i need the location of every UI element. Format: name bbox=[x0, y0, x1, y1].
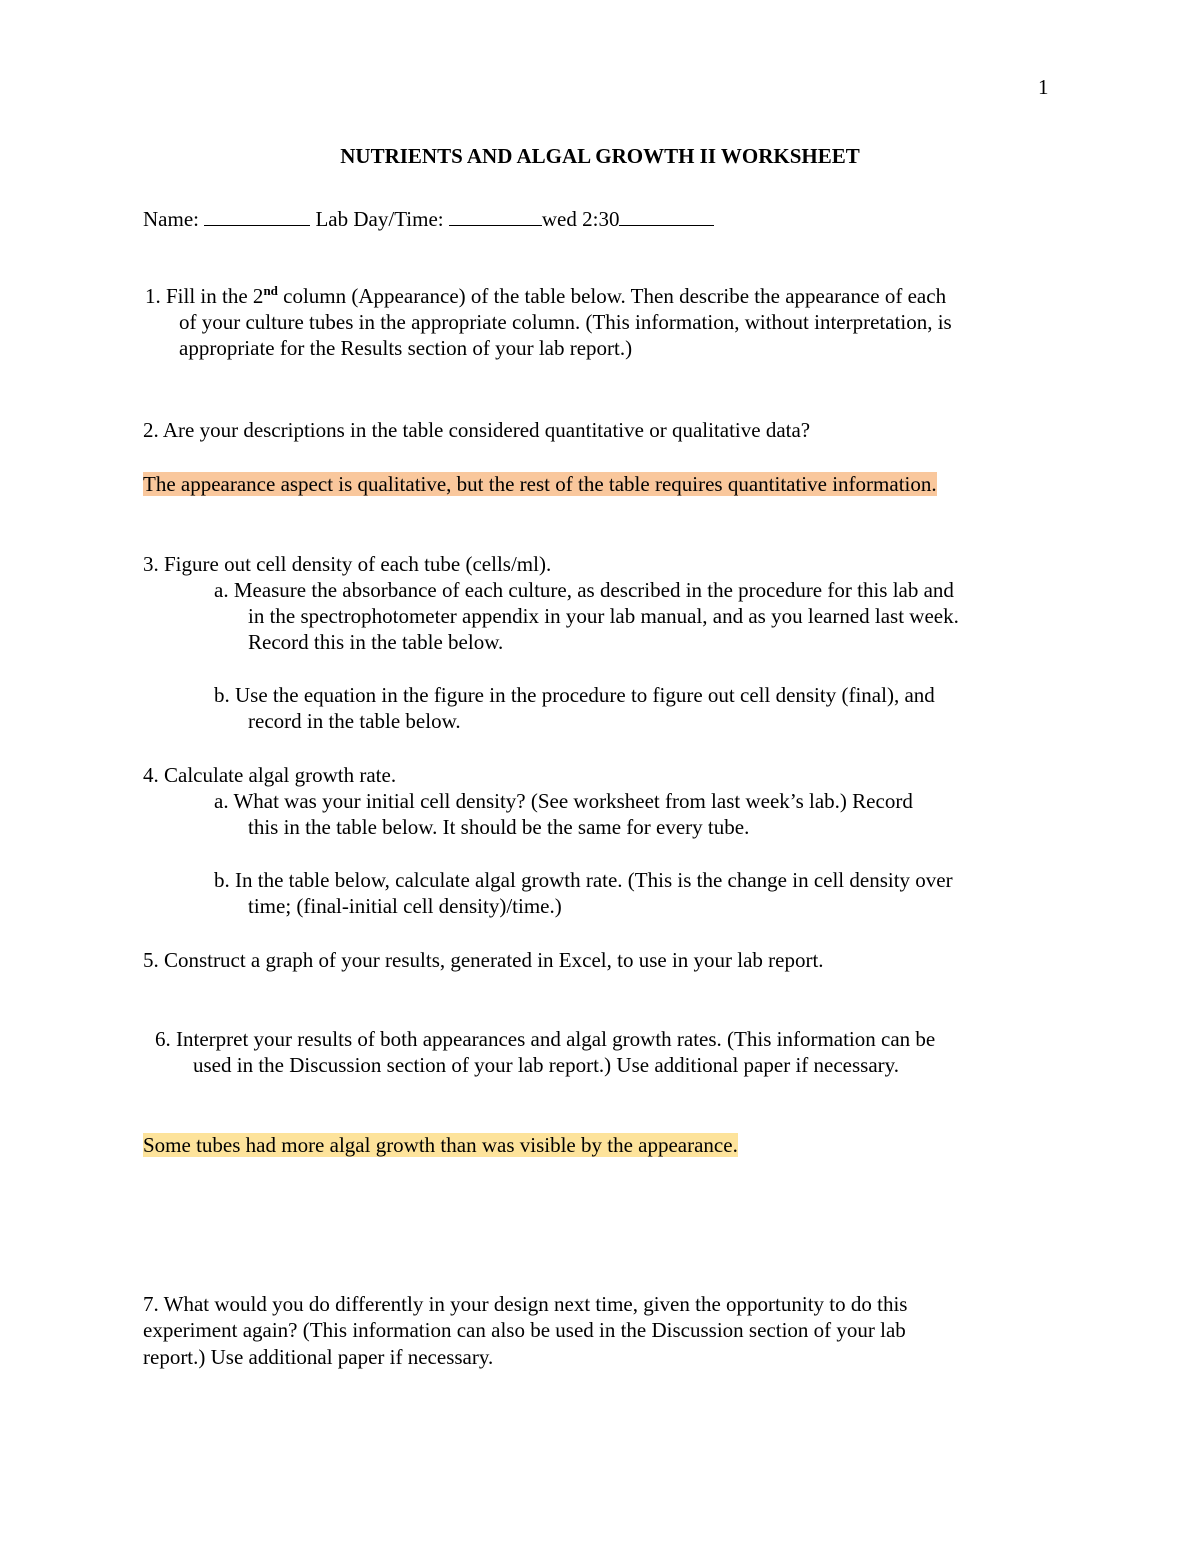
question-7-line2: experiment again? (This information can also be used in the Discussion section of your lab bbox=[143, 1318, 906, 1342]
question-1 bbox=[145, 283, 952, 361]
question-5: 5. Construct a graph of your results, generated in Excel, to use in your lab report. bbox=[143, 948, 824, 972]
q6-answer bbox=[143, 1132, 738, 1158]
q4-a-line2: this in the table below. It should be the same for every tube. bbox=[248, 815, 750, 839]
q3-a-line3: Record this in the table below. bbox=[248, 630, 504, 654]
q1-prefix: 1. Fill in the 2 bbox=[145, 284, 264, 308]
q4-a-line1: a. What was your initial cell density? (See worksheet from last week’s lab.) Record bbox=[214, 789, 913, 813]
lab-blank-left bbox=[449, 205, 542, 226]
lab-value: wed 2:30 bbox=[541, 207, 620, 231]
q3-a-line2: in the spectrophotometer appendix in your lab manual, and as you learned last week. bbox=[248, 604, 959, 628]
q2-answer bbox=[143, 471, 937, 497]
q4-b-line2: time; (final-initial cell density)/time.) bbox=[248, 894, 562, 918]
question-3: 3. Figure out cell density of each tube (cells/ml). bbox=[143, 552, 552, 576]
page-number: 1 bbox=[1038, 75, 1049, 99]
question-7-line1: 7. What would you do differently in your design next time, given the opportunity to do this bbox=[143, 1292, 908, 1316]
question-6-line1: 6. Interpret your results of both appearances and algal growth rates. (This information can be bbox=[155, 1027, 936, 1051]
q6-answer-text: Some tubes had more algal growth than was visible by the appearance. bbox=[143, 1133, 738, 1157]
page-title: NUTRIENTS AND ALGAL GROWTH II WORKSHEET bbox=[340, 144, 860, 168]
question-2: 2. Are your descriptions in the table considered quantitative or qualitative data? bbox=[143, 418, 811, 442]
lab-blank-right bbox=[619, 205, 714, 226]
question-6-line2: used in the Discussion section of your lab report.) Use additional paper if necessary. bbox=[193, 1053, 900, 1077]
q3-a-line1: a. Measure the absorbance of each culture, as described in the procedure for this lab and bbox=[214, 578, 954, 602]
q1-line2: of your culture tubes in the appropriate column. (This information, without interpretation, is bbox=[179, 310, 952, 334]
name-label: Name: bbox=[143, 207, 205, 231]
q2-answer-text: The appearance aspect is qualitative, but the rest of the table requires quantitative information. bbox=[143, 472, 937, 496]
q3-b-line2: record in the table below. bbox=[248, 709, 461, 733]
question-7-line3: report.) Use additional paper if necessary. bbox=[143, 1345, 494, 1369]
q1-line1-rest: column (Appearance) of the table below. Then describe the appearance of each bbox=[277, 284, 947, 308]
q3-b-line1: b. Use the equation in the figure in the procedure to figure out cell density (final), and bbox=[214, 683, 935, 707]
q1-superscript: nd bbox=[263, 283, 278, 298]
q1-line3: appropriate for the Results section of your lab report.) bbox=[179, 336, 633, 360]
name-blank bbox=[204, 205, 310, 226]
lab-label: Lab Day/Time: bbox=[310, 207, 449, 231]
question-4: 4. Calculate algal growth rate. bbox=[143, 763, 397, 787]
header-line bbox=[143, 205, 714, 232]
q4-b-line1: b. In the table below, calculate algal growth rate. (This is the change in cell density over bbox=[214, 868, 953, 892]
